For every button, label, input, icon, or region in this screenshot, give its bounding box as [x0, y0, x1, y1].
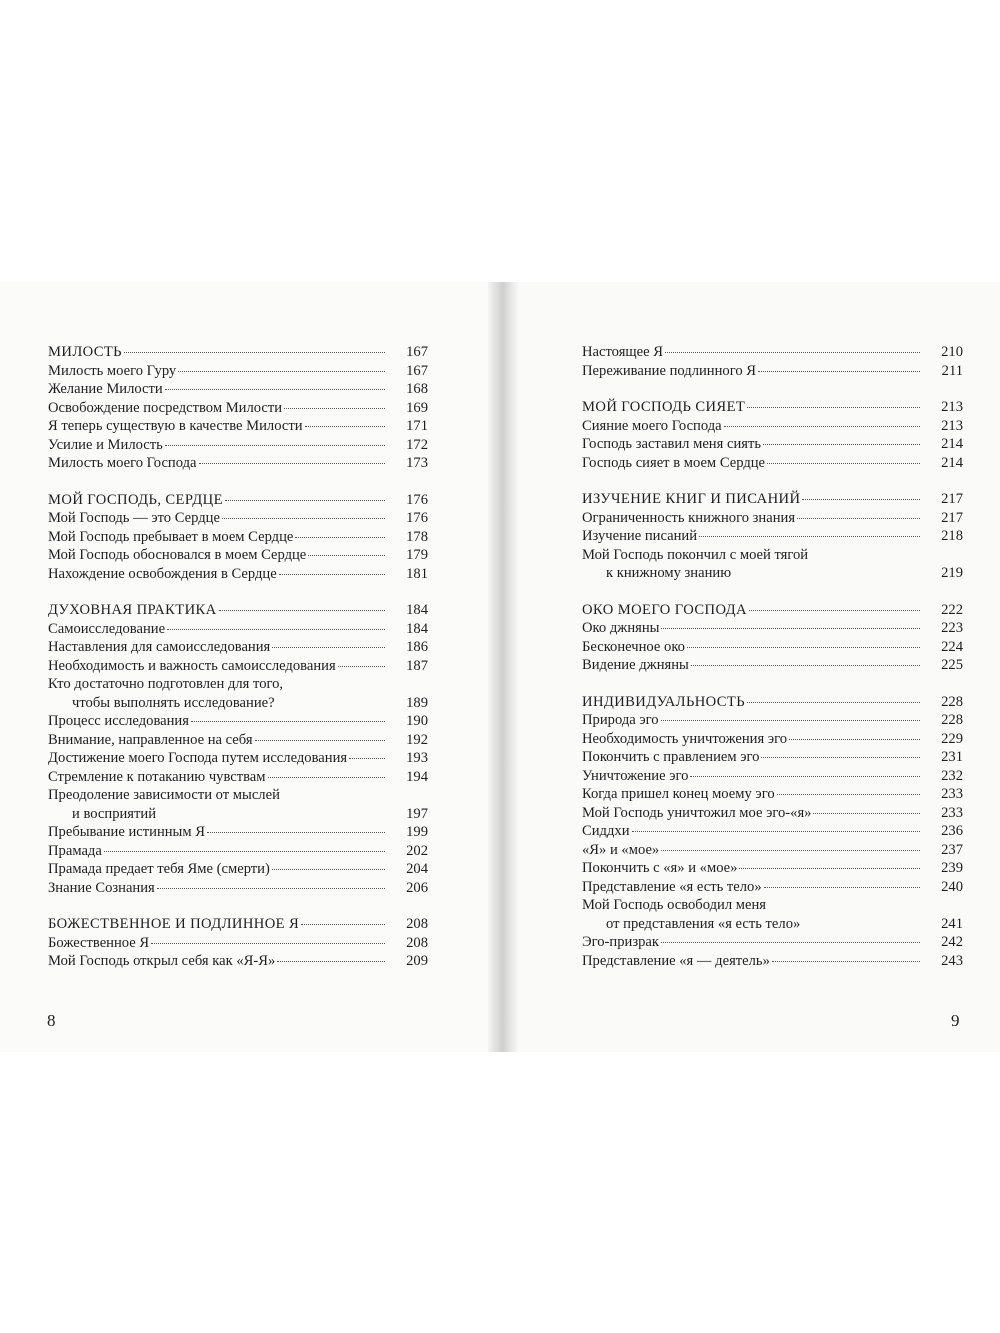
toc-entry-title: Сиддхи [582, 823, 630, 839]
toc-entry-title: Милость моего Господа [48, 455, 197, 471]
toc-page-number: 167 [406, 362, 428, 379]
toc-section-heading [48, 601, 428, 620]
toc-entry [582, 343, 963, 362]
toc-entry-title: Сияние моего Господа [582, 417, 722, 434]
left-page-toc [48, 343, 428, 971]
dot-leader [167, 629, 385, 630]
toc-entry-title: Мой Господь открыл себя как «Я-Я» [48, 953, 276, 969]
dot-leader [764, 887, 920, 888]
toc-entry-title: Покончить с правлением эго [582, 749, 760, 765]
toc-entry-title: Бесконечное око [582, 638, 685, 655]
toc-entry-title: Усилие и Милость [48, 436, 163, 453]
toc-page-number: 228 [941, 712, 963, 728]
dot-leader [284, 408, 385, 409]
toc-page-number: 242 [941, 934, 963, 950]
toc-entry [582, 362, 963, 381]
toc-entry-title: МИЛОСТЬ [48, 344, 122, 360]
toc-entry-title: Кто достаточно подготовлен для того, [48, 676, 284, 692]
toc-page-number: 214 [941, 436, 963, 452]
toc-entry [48, 860, 428, 879]
toc-entry [48, 620, 428, 639]
dot-leader [295, 537, 385, 538]
toc-page-number: 187 [406, 657, 428, 674]
toc-entry [48, 879, 428, 898]
toc-entry-title: Мой Господь уничтожил мое эго-«я» [582, 804, 812, 821]
dot-leader [338, 666, 385, 667]
toc-page-number: 176 [406, 510, 428, 526]
right-page-number: 9 [951, 1011, 960, 1030]
toc-entry-title: Достижение моего Господа путем исследования [48, 750, 348, 766]
toc-page-number: 218 [941, 528, 963, 544]
toc-entry-title: Пребывание истинным Я [48, 824, 205, 840]
toc-entry-title: Желание Милости [48, 381, 163, 397]
toc-entry-title: Господь заставил меня сиять [582, 436, 762, 452]
toc-entry-title: Когда пришел конец моему эго [582, 786, 775, 802]
dot-leader [279, 574, 385, 575]
toc-entry [48, 749, 428, 768]
toc-entry-title: Необходимость уничтожения эго [582, 730, 787, 747]
toc-entry-title: Наставления для самоисследования [48, 639, 271, 655]
toc-entry-title: Внимание, направленное на себя [48, 731, 253, 748]
toc-page-number: 241 [941, 915, 963, 932]
toc-entry [582, 822, 963, 841]
toc-entry-title: Изучение писаний [582, 528, 698, 544]
toc-entry [582, 546, 963, 583]
toc-page-number: 181 [406, 565, 428, 582]
dot-leader [178, 371, 385, 372]
toc-page-number: 213 [941, 417, 963, 434]
dot-leader [749, 610, 920, 611]
toc-page-number: 169 [406, 399, 428, 416]
dot-leader [199, 463, 385, 464]
toc-entry [582, 878, 963, 897]
toc-page-number: 178 [406, 528, 428, 545]
dot-leader [157, 888, 385, 889]
toc-entry-title: Мой Господь пребывает в моем Сердце [48, 528, 294, 545]
toc-page-number: 204 [406, 861, 428, 877]
toc-entry-title: Ограниченность книжного знания [582, 509, 796, 526]
toc-entry-title: ИЗУЧЕНИЕ КНИГ И ПИСАНИЙ [582, 491, 801, 507]
toc-entry-title: Освобождение посредством Милости [48, 399, 283, 416]
dot-leader [761, 757, 920, 758]
dot-leader [219, 610, 385, 611]
toc-entry-title: МОЙ ГОСПОДЬ, СЕРДЦЕ [48, 491, 223, 508]
toc-entry-title-continuation: чтобы выполнять исследование? [72, 694, 275, 711]
left-page-number: 8 [47, 1011, 56, 1030]
toc-page-number: 210 [941, 344, 963, 360]
dot-leader [797, 518, 920, 519]
toc-section-heading [582, 398, 963, 417]
dot-leader [151, 943, 385, 944]
toc-entry-title: Мой Господь — это Сердце [48, 510, 220, 526]
toc-section-heading [582, 693, 963, 712]
toc-entry [48, 454, 428, 473]
dot-leader [632, 831, 920, 832]
dot-leader [124, 352, 385, 353]
toc-page-number: 179 [406, 547, 428, 563]
dot-leader [691, 665, 920, 666]
toc-entry-title: Мой Господь покончил с моей тягой [582, 546, 809, 563]
toc-entry-title: Природа эго [582, 712, 659, 728]
toc-entry-title: ОКО МОЕГО ГОСПОДА [582, 601, 747, 618]
dot-leader [225, 500, 385, 501]
toc-entry-title: Необходимость и важность самоисследования [48, 657, 336, 674]
toc-entry-title: Мой Господь освободил меня [582, 897, 767, 913]
toc-entry [48, 786, 428, 823]
dot-leader [763, 444, 920, 445]
dot-leader [661, 850, 920, 851]
toc-page-number: 222 [941, 601, 963, 618]
toc-entry-title-continuation: к книжному знанию [606, 565, 732, 581]
toc-entry-title: Процесс исследования [48, 713, 189, 729]
toc-page-number: 209 [406, 953, 428, 969]
toc-entry-title: «Я» и «мое» [582, 841, 660, 858]
toc-entry [48, 546, 428, 565]
dot-leader [255, 740, 385, 741]
toc-page-number: 228 [941, 693, 963, 710]
dot-leader [191, 721, 385, 722]
toc-page-number: 217 [941, 491, 963, 507]
toc-entry-title: Я теперь существую в качестве Милости [48, 418, 303, 434]
toc-entry [48, 399, 428, 418]
dot-leader [268, 777, 385, 778]
toc-page-number: 231 [941, 749, 963, 765]
toc-section-heading [48, 915, 428, 934]
toc-entry [582, 748, 963, 767]
toc-entry [582, 785, 963, 804]
toc-page-number: 186 [406, 639, 428, 655]
toc-page-number: 224 [941, 638, 963, 655]
dot-leader [661, 942, 920, 943]
toc-entry [48, 509, 428, 528]
toc-entry [582, 896, 963, 933]
toc-page-number: 237 [941, 841, 963, 858]
dot-leader [690, 776, 920, 777]
toc-entry-title: Самоисследование [48, 620, 166, 637]
toc-page-number: 173 [406, 455, 428, 471]
toc-page-number: 197 [406, 805, 428, 822]
toc-page-number: 229 [941, 730, 963, 747]
dot-leader [308, 555, 385, 556]
toc-page-number: 208 [406, 934, 428, 951]
toc-entry-title: Представление «я — деятель» [582, 952, 770, 969]
toc-entry [582, 841, 963, 860]
toc-entry-title: Переживание подлинного Я [582, 362, 757, 379]
toc-entry-title: Прамада [48, 842, 102, 859]
toc-entry-title: Стремление к потаканию чувствам [48, 768, 266, 785]
toc-entry-title: Эго-призрак [582, 934, 659, 950]
toc-entry [582, 509, 963, 528]
dot-leader [661, 720, 920, 721]
toc-entry-title: Око джняны [582, 620, 660, 636]
toc-entry-title: Знание Сознания [48, 879, 155, 896]
toc-entry [48, 657, 428, 676]
toc-page-number: 217 [941, 509, 963, 526]
toc-entry-title: Мой Господь обосновался в моем Сердце [48, 547, 307, 563]
toc-page-number: 214 [941, 454, 963, 471]
dot-leader [758, 371, 920, 372]
toc-page-number: 225 [941, 657, 963, 673]
toc-page-number: 192 [406, 731, 428, 748]
dot-leader [349, 758, 385, 759]
toc-section-heading [48, 491, 428, 510]
dot-leader [165, 389, 385, 390]
dot-leader [665, 352, 920, 353]
toc-entry [48, 768, 428, 787]
toc-section-heading [582, 601, 963, 620]
toc-entry [48, 952, 428, 971]
toc-entry [582, 656, 963, 675]
toc-entry-title: ДУХОВНАЯ ПРАКТИКА [48, 602, 217, 618]
dot-leader [767, 463, 920, 464]
dot-leader [747, 407, 920, 408]
toc-entry [582, 435, 963, 454]
toc-entry [48, 565, 428, 584]
toc-entry-title: Прамада предает тебя Яме (смерти) [48, 861, 270, 877]
toc-entry [48, 638, 428, 657]
toc-entry [48, 362, 428, 381]
toc-entry [582, 859, 963, 878]
toc-page-number: 189 [406, 694, 428, 711]
toc-entry [582, 638, 963, 657]
toc-page-number: 199 [406, 824, 428, 840]
toc-entry [48, 380, 428, 399]
dot-leader [661, 628, 920, 629]
dot-leader [301, 924, 385, 925]
toc-entry [48, 417, 428, 436]
dot-leader [687, 647, 920, 648]
toc-entry [48, 436, 428, 455]
toc-entry-title: Милость моего Гуру [48, 362, 177, 379]
toc-page-number: 190 [406, 713, 428, 729]
toc-page-number: 236 [941, 823, 963, 839]
toc-entry [48, 731, 428, 750]
toc-entry [48, 675, 428, 712]
toc-page-number: 176 [406, 491, 428, 508]
toc-entry-title: Божественное Я [48, 934, 150, 951]
toc-entry-title: Господь сияет в моем Сердце [582, 454, 766, 471]
toc-page-number: 172 [406, 436, 428, 453]
dot-leader [699, 536, 920, 537]
dot-leader [272, 647, 385, 648]
toc-entry-title: Видение джняны [582, 657, 689, 673]
toc-entry [582, 952, 963, 971]
dot-leader [724, 426, 920, 427]
toc-page-number: 184 [406, 602, 428, 618]
dot-leader [165, 445, 385, 446]
dot-leader [777, 794, 920, 795]
toc-page-number: 232 [941, 767, 963, 784]
toc-page-number: 193 [406, 750, 428, 766]
toc-entry [48, 528, 428, 547]
toc-entry [48, 823, 428, 842]
right-page-toc [582, 343, 963, 970]
toc-page-number: 233 [941, 804, 963, 821]
dot-leader [104, 851, 385, 852]
dot-leader [222, 518, 385, 519]
toc-page-number: 243 [941, 952, 963, 969]
dot-leader [739, 868, 920, 869]
dot-leader [789, 739, 920, 740]
toc-page-number: 223 [941, 620, 963, 636]
toc-section-heading [582, 490, 963, 509]
toc-entry [582, 454, 963, 473]
toc-page-number: 184 [406, 620, 428, 637]
book-gutter-shadow [488, 282, 518, 1052]
toc-page-number: 219 [941, 565, 963, 581]
toc-entry [582, 527, 963, 546]
toc-entry [48, 712, 428, 731]
toc-page-number: 213 [941, 399, 963, 415]
toc-entry-title-continuation: от представления «я есть тело» [606, 915, 801, 932]
dot-leader [747, 702, 920, 703]
toc-entry-title: БОЖЕСТВЕННОЕ И ПОДЛИННОЕ Я [48, 916, 300, 932]
toc-page-number: 208 [406, 916, 428, 932]
toc-entry [582, 804, 963, 823]
toc-entry [582, 417, 963, 436]
toc-entry-title: Представление «я есть тело» [582, 878, 762, 895]
toc-entry [582, 711, 963, 730]
toc-section-heading [48, 343, 428, 362]
toc-entry [582, 619, 963, 638]
toc-entry-title: Настоящее Я [582, 344, 663, 360]
toc-entry-title: Нахождение освобождения в Сердце [48, 565, 277, 582]
toc-entry-title: Преодоление зависимости от мыслей [48, 787, 280, 803]
toc-page-number: 171 [406, 418, 428, 434]
toc-entry [582, 767, 963, 786]
toc-entry [48, 842, 428, 861]
toc-entry [582, 730, 963, 749]
dot-leader [813, 813, 920, 814]
dot-leader [802, 499, 920, 500]
toc-entry [48, 934, 428, 953]
toc-page-number: 211 [941, 362, 963, 379]
toc-entry-title: Покончить с «я» и «мое» [582, 860, 738, 876]
toc-page-number: 239 [941, 860, 963, 876]
toc-entry-title-continuation: и восприятий [72, 805, 157, 822]
toc-entry-title: МОЙ ГОСПОДЬ СИЯЕТ [582, 399, 746, 415]
dot-leader [207, 832, 385, 833]
dot-leader [272, 869, 385, 870]
toc-entry-title: ИНДИВИДУАЛЬНОСТЬ [582, 693, 746, 710]
dot-leader [772, 961, 920, 962]
toc-page-number: 194 [406, 768, 428, 785]
dot-leader [305, 426, 385, 427]
toc-page-number: 240 [941, 878, 963, 895]
toc-page-number: 168 [406, 381, 428, 397]
toc-entry [582, 933, 963, 952]
toc-entry-title: Уничтожение эго [582, 767, 689, 784]
toc-page-number: 233 [941, 786, 963, 802]
toc-page-number: 167 [406, 344, 428, 360]
toc-page-number: 202 [406, 842, 428, 859]
toc-page-number: 206 [406, 879, 428, 896]
dot-leader [277, 961, 385, 962]
